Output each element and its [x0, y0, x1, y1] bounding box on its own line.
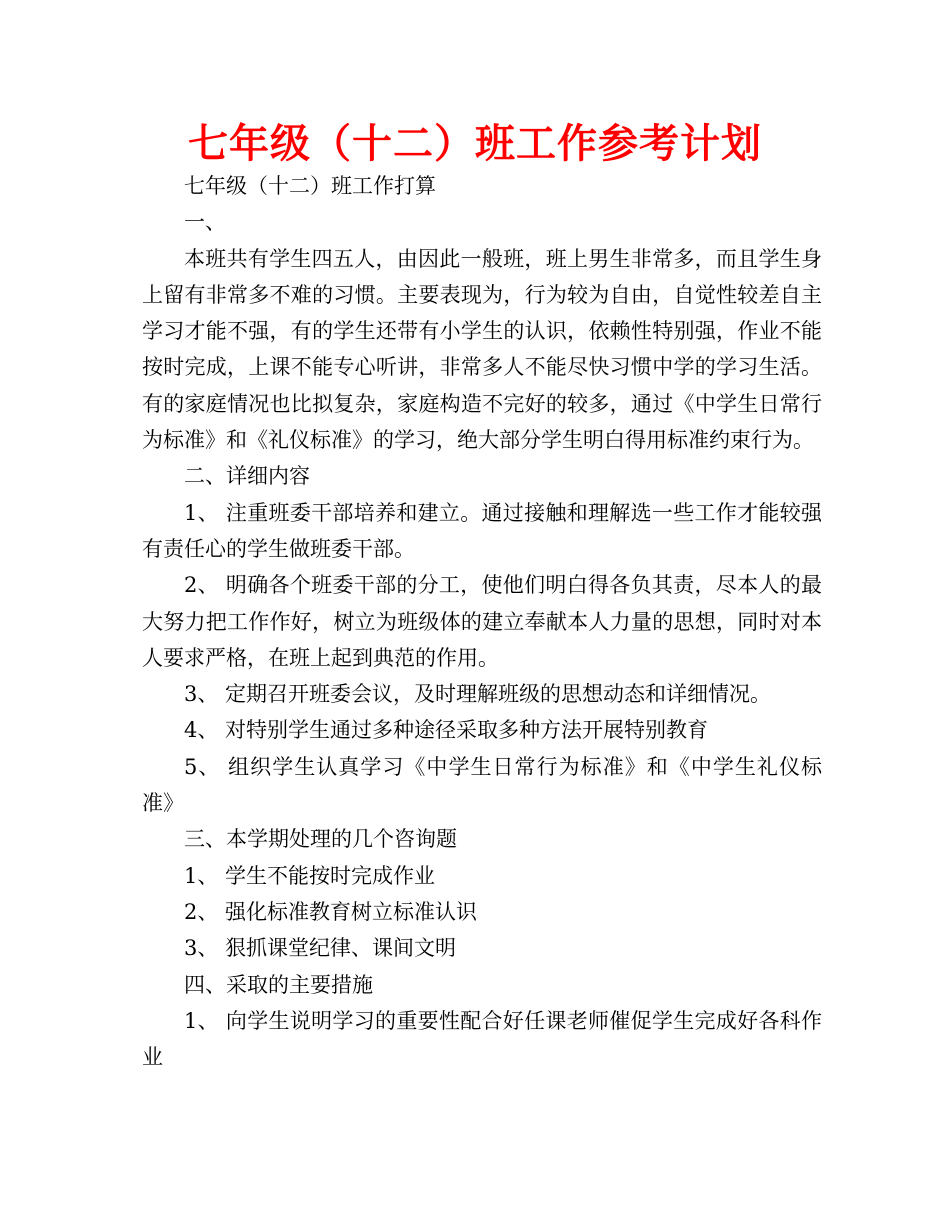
problem-item-3: 3、 狠抓课堂纪律、课间文明	[184, 936, 457, 961]
section-heading-1: 一、	[184, 210, 226, 235]
content-item-1: 1、 注重班委干部培养和建立。通过接触和理解选一些工作才能较强有责任心的学生做班委干部。	[142, 500, 822, 561]
content-item-2: 2、 明确各个班委干部的分工，使他们明白得各负其责，尽本人的最大努力把工作作好，树立为班级体的建立奉献本人力量的思想，同时对本人要求严格，在班上起到典范的作用。	[142, 573, 822, 670]
content-item-4: 4、 对特别学生通过多种途径采取多种方法开展特别教育	[184, 718, 709, 743]
content-item-3: 3、 定期召开班委会议，及时理解班级的思想动态和详细情况。	[184, 682, 772, 707]
section-heading-2: 二、详细内容	[184, 464, 310, 489]
content-item-5: 5、 组织学生认真学习《中学生日常行为标准》和《中学生礼仪标准》	[142, 754, 822, 816]
problem-item-1: 1、 学生不能按时完成作业	[184, 863, 436, 888]
problem-item-2: 2、 强化标准教育树立标准认识	[184, 899, 478, 924]
subtitle-paragraph: 七年级（十二）班工作打算	[184, 174, 436, 198]
document-body	[142, 168, 822, 1075]
section-heading-4: 四、采取的主要措施	[184, 972, 373, 997]
section-heading-3: 三、本学期处理的几个咨询题	[184, 827, 457, 852]
class-description-paragraph: 本班共有学生四五人，由因此一般班，班上男生非常多，而且学生身上留有非常多不难的习惯。主要表现为，行为较为自由，自觉性较差自主学习才能不强，有的学生还带有小学生的认识，依赖性特别强，作业不能按时完成，上课不能专心听讲，非常多人不能尽快习惯中学的学习生活。有的家庭情况也比拟复杂，家庭构造不完好的较多，通过《中学生日常行为标准》和《礼仪标准》的学习，绝大部分学生明白得用标准约束行为。	[142, 246, 822, 453]
document-title: 七年级（十二）班工作参考计划	[188, 121, 762, 167]
measure-item-1: 1、 向学生说明学习的重要性配合好任课老师催促学生完成好各科作业	[142, 1008, 822, 1070]
